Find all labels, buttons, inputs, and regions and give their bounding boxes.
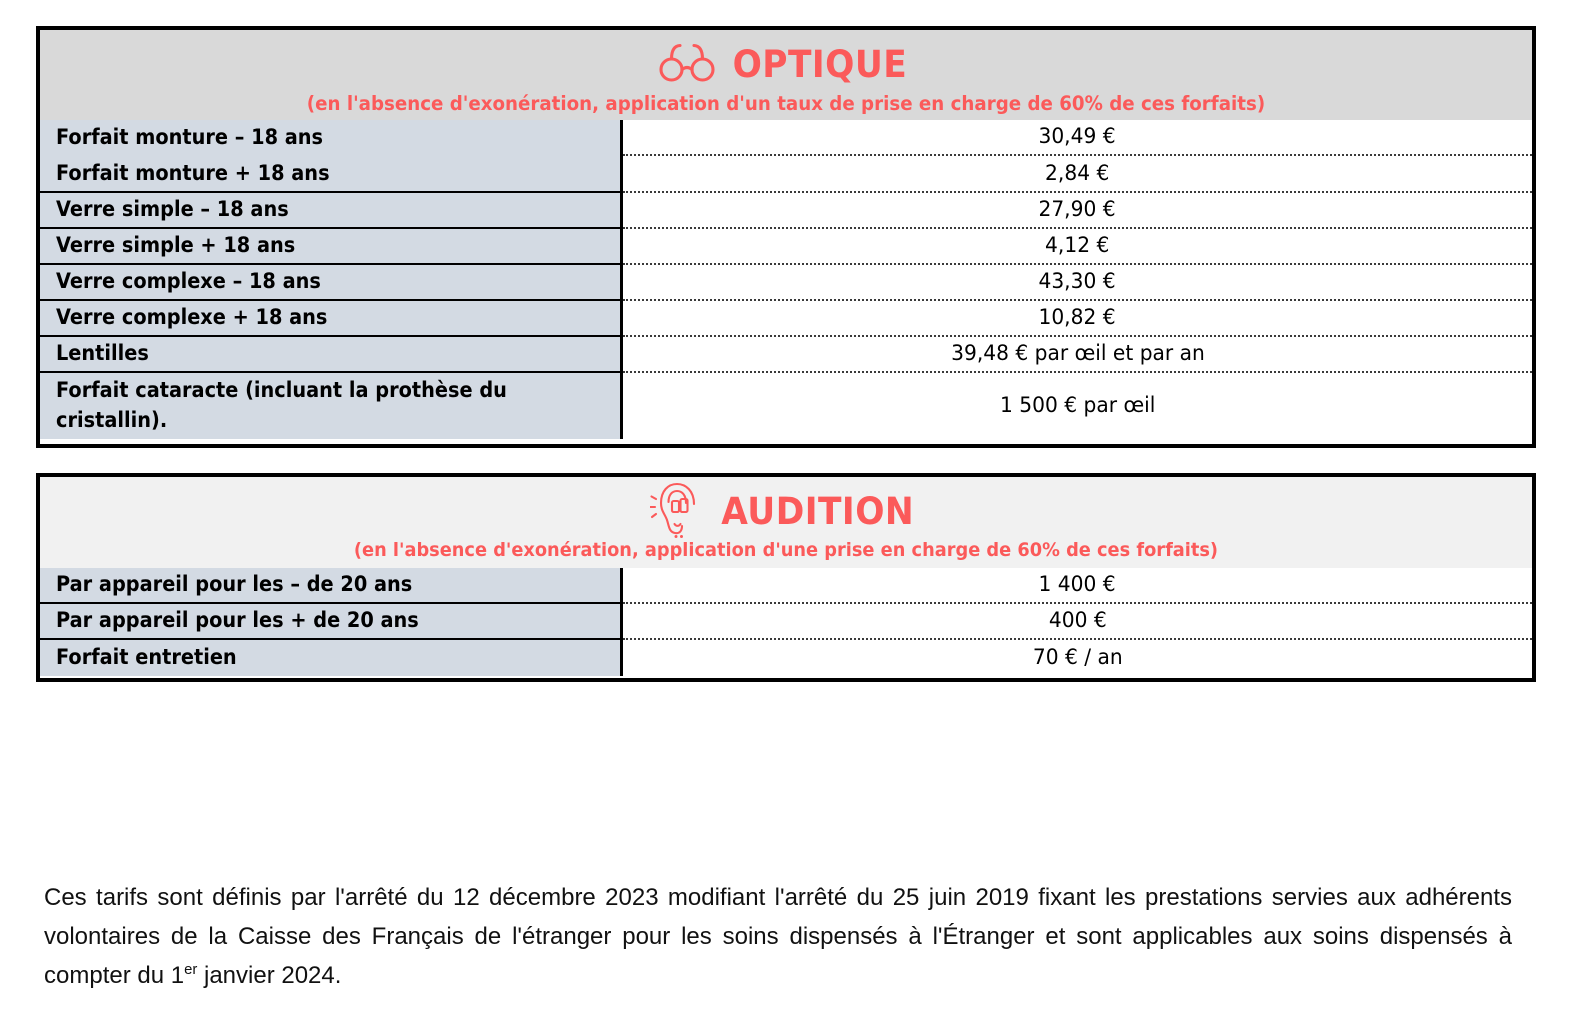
row-label: Par appareil pour les + de 20 ans xyxy=(56,608,419,633)
row-label-cell xyxy=(40,604,623,640)
row-label-cell xyxy=(40,640,623,676)
table-row xyxy=(40,193,1532,229)
row-value: 39,48 € par œil et par an xyxy=(950,341,1205,367)
row-value: 1 500 € par œil xyxy=(999,393,1156,419)
table-row xyxy=(40,568,1532,604)
row-value: 1 400 € xyxy=(1038,572,1117,598)
audition-subtitle: (en l'absence d'exonération, application d'une prise en charge de 60% de ces forfaits) xyxy=(353,539,1219,561)
optique-title: OPTIQUE xyxy=(732,42,908,86)
footnote-paragraph xyxy=(44,879,1512,996)
optique-table xyxy=(36,26,1536,448)
table-row xyxy=(40,604,1532,640)
row-label: Par appareil pour les – de 20 ans xyxy=(56,572,413,597)
row-label: Verre complexe – 18 ans xyxy=(56,269,321,294)
optique-title-row xyxy=(40,34,1532,94)
row-value-cell xyxy=(623,156,1532,193)
row-label-cell xyxy=(40,373,623,439)
table-row xyxy=(40,337,1532,373)
audition-title: AUDITION xyxy=(721,489,915,533)
table-row xyxy=(40,301,1532,337)
footnote-text-part2: janvier 2024. xyxy=(197,961,342,989)
row-label: Forfait monture + 18 ans xyxy=(56,160,330,185)
row-value: 2,84 € xyxy=(1045,160,1110,186)
row-value: 70 € / an xyxy=(1032,645,1123,671)
row-label-cell xyxy=(40,120,623,156)
row-value-cell xyxy=(623,265,1532,301)
ear-hearing-aid-icon xyxy=(650,480,704,543)
row-value: 10,82 € xyxy=(1038,305,1117,331)
row-label: Forfait entretien xyxy=(56,645,237,670)
row-value: 27,90 € xyxy=(1038,197,1117,223)
table-row xyxy=(40,156,1532,193)
row-value-cell xyxy=(623,301,1532,337)
audition-banner xyxy=(40,477,1532,568)
table-row xyxy=(40,120,1532,156)
row-value: 4,12 € xyxy=(1045,233,1110,259)
row-value-cell xyxy=(623,568,1532,604)
footnote-ordinal-suffix: er xyxy=(184,961,198,978)
audition-title-row xyxy=(40,481,1532,541)
optique-subtitle: (en l'absence d'exonération, application d'un taux de prise en charge de 60% de ces forfaits) xyxy=(306,92,1266,115)
row-value: 43,30 € xyxy=(1038,269,1117,295)
row-label-cell xyxy=(40,156,623,193)
row-label-cell xyxy=(40,265,623,301)
row-label: Forfait cataracte (incluant la prothèse du cristallin). xyxy=(56,378,507,432)
row-label: Lentilles xyxy=(56,341,149,366)
row-value-cell xyxy=(623,229,1532,265)
row-label-cell xyxy=(40,301,623,337)
row-label-cell xyxy=(40,229,623,265)
row-label: Verre simple + 18 ans xyxy=(56,233,296,258)
row-value-cell xyxy=(623,604,1532,640)
audition-rows xyxy=(40,568,1532,676)
row-label-cell xyxy=(40,193,623,229)
row-label: Forfait monture – 18 ans xyxy=(56,125,324,150)
row-value-cell xyxy=(623,120,1532,156)
optique-rows xyxy=(40,120,1532,439)
row-value-cell xyxy=(623,193,1532,229)
row-label: Verre complexe + 18 ans xyxy=(56,305,328,330)
row-value-cell xyxy=(623,373,1532,439)
row-label-cell xyxy=(40,568,623,604)
row-value-cell xyxy=(623,640,1532,676)
row-value: 400 € xyxy=(1048,608,1107,634)
audition-table xyxy=(36,473,1536,682)
row-value: 30,49 € xyxy=(1038,124,1117,150)
row-value-cell xyxy=(623,337,1532,373)
table-row xyxy=(40,640,1532,676)
row-label-cell xyxy=(40,337,623,373)
glasses-icon xyxy=(658,42,716,87)
table-row xyxy=(40,265,1532,301)
footnote-text-part1: Ces tarifs sont définis par l'arrêté du 12 décembre 2023 modifiant l'arrêté du 25 juin 2019 fixant les prestations servies aux adhérents volontaires de la Caisse des Français de l'étranger pour les soins dispensés à l'Étranger et sont applicables aux soins dispensés à compter du 1 xyxy=(44,884,1512,989)
optique-banner xyxy=(40,30,1532,120)
table-row xyxy=(40,373,1532,439)
row-label: Verre simple – 18 ans xyxy=(56,197,289,222)
table-row xyxy=(40,229,1532,265)
